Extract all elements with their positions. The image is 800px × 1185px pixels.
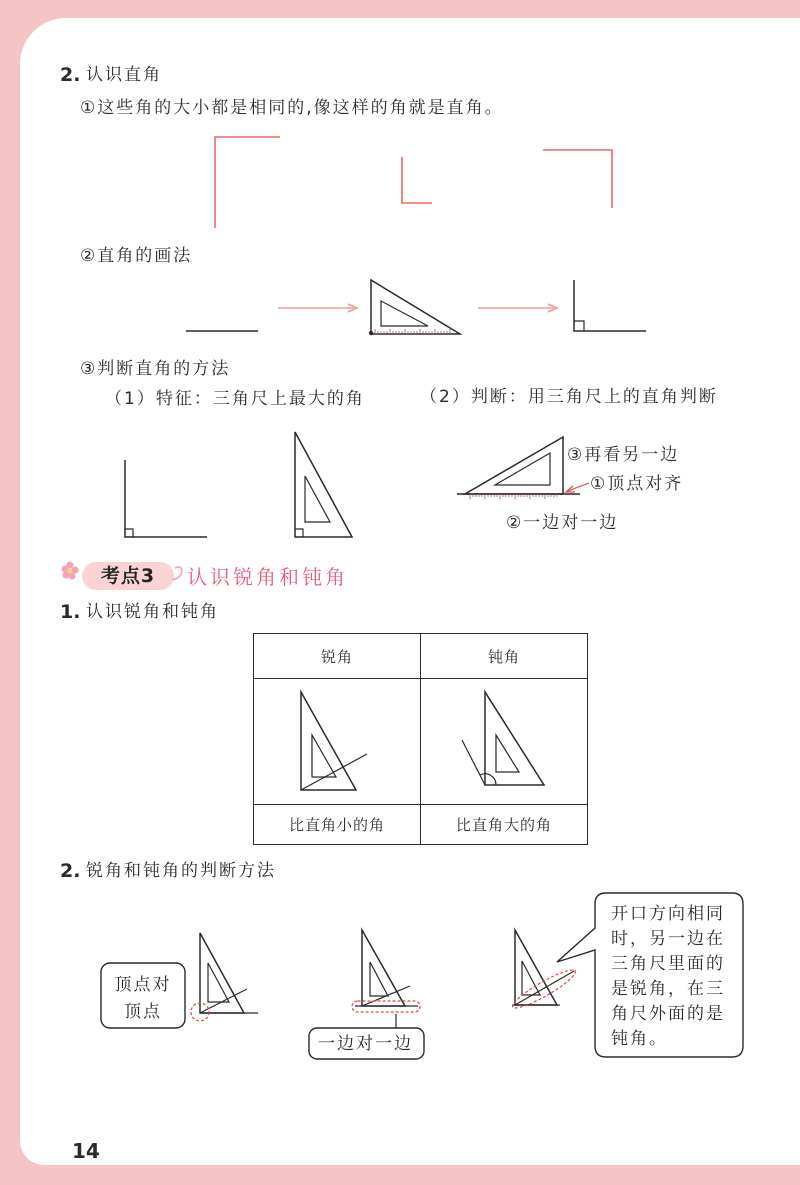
flower-petal: [72, 567, 79, 574]
feature-text: （1）特征：三角尺上最大的角: [105, 389, 365, 409]
step-label-1: ①顶点对齐: [590, 474, 684, 494]
vertex-label-line: 顶点对: [114, 975, 172, 995]
step-arrow-2: [478, 304, 557, 312]
triangle-ruler-drawing: [369, 280, 460, 335]
lying-ruler-inner: [495, 453, 550, 485]
bubble-line: 开口方向相同: [611, 904, 725, 924]
step-label-3: ③再看另一边: [567, 445, 680, 465]
obtuse-angle-side: [462, 740, 485, 785]
exam-point-label: 考点3: [82, 562, 174, 590]
exam-point-title: 认识锐角和钝角: [187, 565, 348, 589]
section-number: 1.: [60, 601, 81, 623]
judging-method-heading: ③判断直角的方法: [80, 359, 231, 379]
ruler-b-inner: [370, 962, 388, 996]
right-angle-example-3: [543, 150, 612, 208]
flower-icon: [62, 562, 79, 580]
ruler-c-outer: [515, 930, 557, 1005]
page-number: 14: [72, 1139, 100, 1163]
ruler-a-inner: [208, 963, 229, 1002]
table-description-row: [254, 805, 588, 845]
drawing-steps-figure: [186, 280, 646, 335]
standing-ruler-mark: [295, 529, 303, 537]
bubble-line: 时，另一边在: [611, 929, 725, 949]
section-title: 锐角和钝角的判断方法: [86, 861, 276, 881]
acute-ruler-inner: [312, 735, 336, 777]
bubble-text: [611, 902, 725, 1052]
step-arrow-1: [278, 304, 357, 312]
right-angle-sample: [125, 460, 207, 537]
section-title: 认识锐角和钝角: [86, 602, 219, 622]
standing-ruler-outer: [295, 432, 352, 537]
acute-description: 比直角小的角: [254, 805, 421, 845]
section-title: 认识直角: [86, 65, 162, 85]
section-number: 2.: [60, 64, 81, 86]
vertex-label-line: 顶点: [124, 1002, 162, 1022]
angle-c-side: [515, 971, 574, 1005]
right-angle-examples: [215, 137, 612, 228]
obtuse-figure-cell: [421, 679, 588, 805]
drawn-right-angle: [574, 280, 646, 331]
obtuse-description: 比直角大的角: [421, 805, 588, 845]
header-acute: 锐角: [254, 634, 421, 679]
table-figure-row: [254, 679, 588, 805]
table-header-row: [254, 634, 588, 679]
ruler-ticks: [375, 329, 450, 334]
drawing-method-heading: ②直角的画法: [80, 246, 193, 266]
label-curl: [172, 567, 182, 580]
right-angle-definition: ①这些角的大小都是相同的,像这样的角就是直角。: [80, 98, 504, 118]
standing-ruler-inner: [305, 476, 330, 522]
header-obtuse: 钝角: [421, 634, 588, 679]
bubble-line: 角尺外面的是: [611, 1004, 725, 1024]
right-angle-sample-mark: [125, 529, 133, 537]
ruler-b-outer: [362, 930, 405, 1006]
flower-petal: [62, 566, 69, 573]
acute-angle-figure: [254, 680, 421, 804]
acute-figure-cell: [254, 679, 421, 805]
bubble-line: 钝角。: [611, 1029, 668, 1049]
ruler-inner-edge: [381, 301, 428, 326]
right-angle-example-1: [215, 137, 280, 228]
flower-center: [68, 569, 72, 573]
ruler-c-inner: [522, 961, 540, 995]
feature-figure: [125, 432, 352, 537]
judge-text: （2）判断：用三角尺上的直角判断: [420, 387, 718, 407]
obtuse-angle-figure: [421, 680, 588, 804]
right-angle-mark: [574, 321, 584, 331]
bubble-line: 是锐角，在三: [611, 979, 725, 999]
flower-petal: [69, 573, 76, 580]
acute-angle-side: [301, 754, 367, 790]
side-direction-highlight: [509, 965, 578, 1013]
bubble-line: 三角尺里面的: [611, 954, 725, 974]
section-number: 2.: [60, 860, 81, 882]
lying-ruler-ticks: [470, 494, 557, 499]
obtuse-ruler-outer: [485, 692, 544, 785]
ruler-a-outer: [200, 933, 244, 1013]
side-label: 一边对一边: [318, 1034, 413, 1054]
vertex-dot: [369, 331, 373, 335]
vertex-label: [101, 972, 185, 1026]
right-angle-example-2: [402, 157, 432, 203]
angle-table: [253, 633, 588, 845]
step-label-2: ②一边对一边: [506, 513, 619, 533]
